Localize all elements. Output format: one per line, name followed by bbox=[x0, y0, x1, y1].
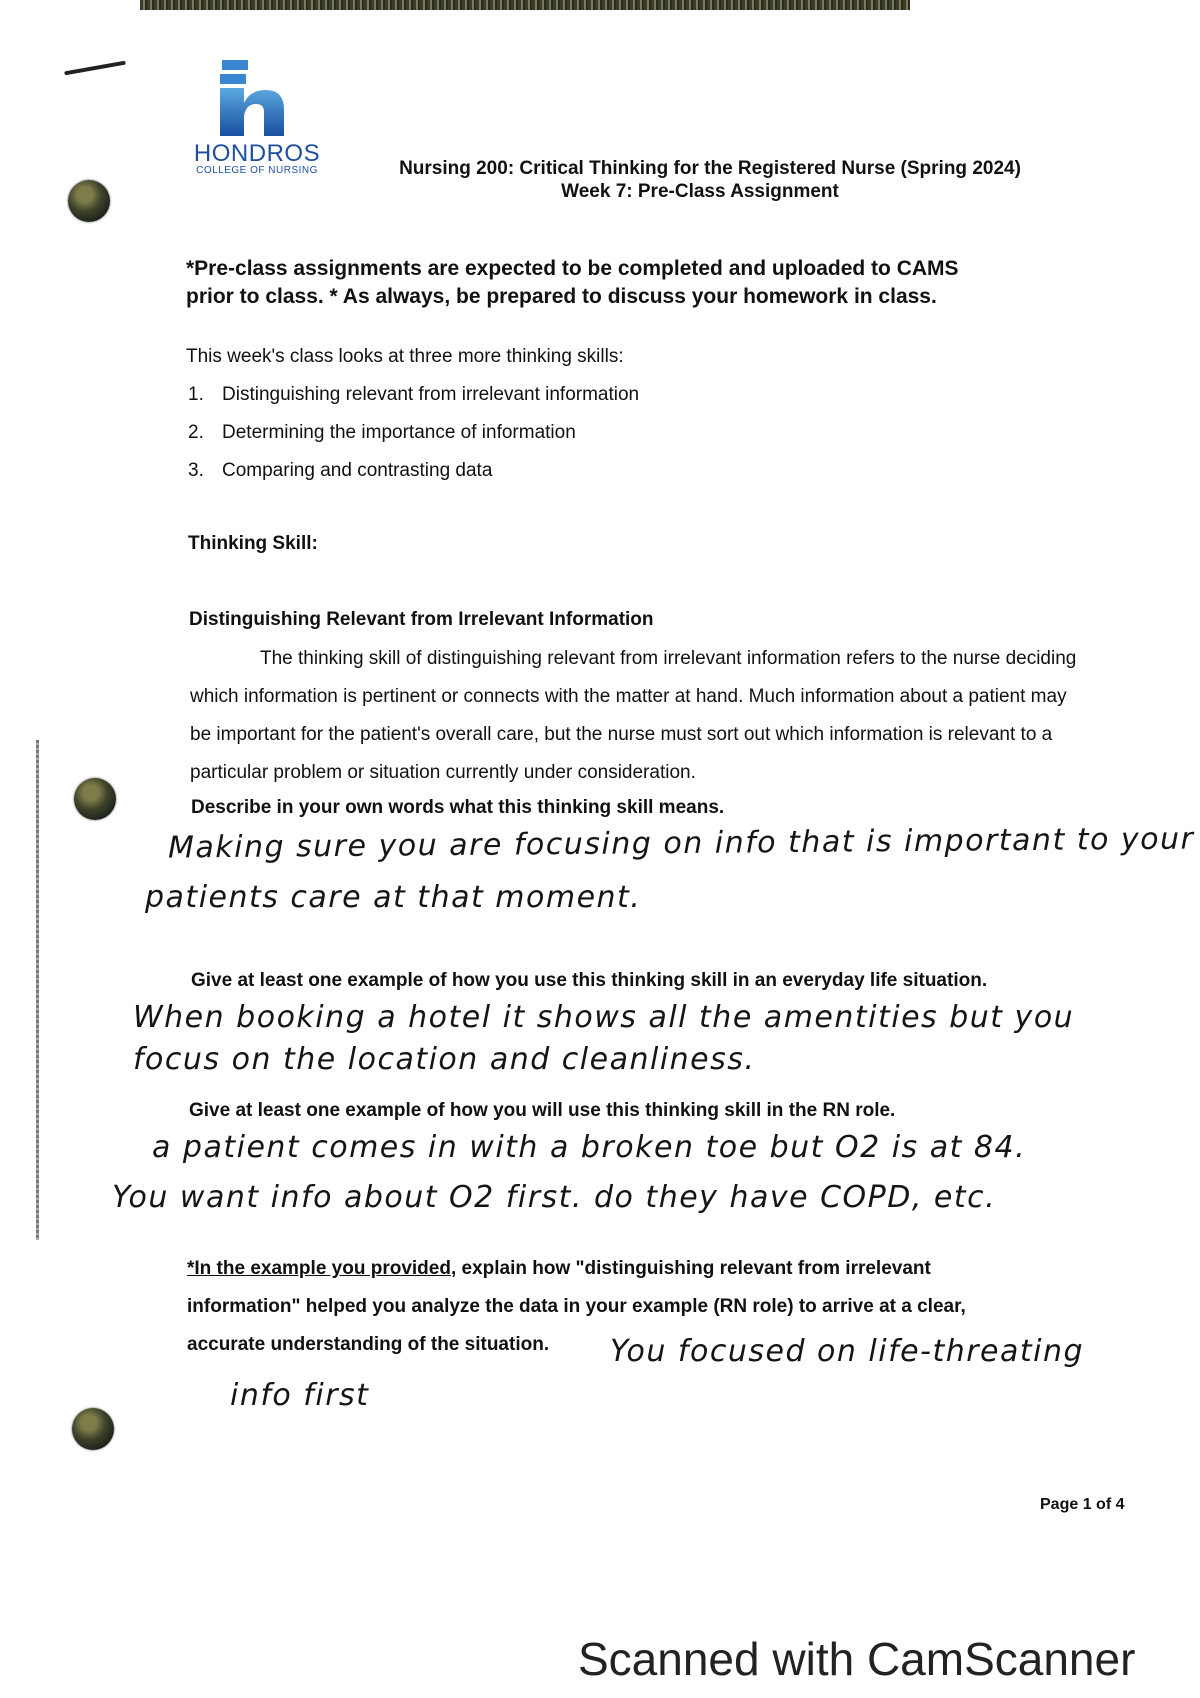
section-label: Thinking Skill: bbox=[188, 533, 318, 554]
intro-line-1: *Pre-class assignments are expected to be completed and uploaded to CAMS bbox=[186, 257, 959, 280]
answer-1-line-2: patients care at that moment. bbox=[145, 880, 642, 915]
page-indicator bbox=[1040, 1496, 1125, 1514]
list-text: Comparing and contrasting data bbox=[222, 460, 493, 481]
question-2: Give at least one example of how you use this thinking skill in an everyday life situation. bbox=[191, 970, 988, 991]
question-4-line-2: information" helped you analyze the data in your example (RN role) to arrive at a clear, bbox=[187, 1296, 966, 1317]
question-4-line-1 bbox=[187, 1258, 1087, 1280]
logo-h-icon bbox=[184, 58, 324, 142]
intro-note bbox=[186, 255, 1066, 311]
list-number: 2. bbox=[188, 422, 204, 443]
question-4-line-1-rest: , explain how "distinguishing relevant from irrelevant bbox=[450, 1258, 931, 1279]
section-title: Distinguishing Relevant from Irrelevant Information bbox=[189, 609, 654, 630]
list-number: 1. bbox=[188, 384, 204, 405]
list-text: Determining the importance of information bbox=[222, 422, 576, 443]
list-item bbox=[188, 460, 492, 482]
answer-2-line-2: focus on the location and cleanliness. bbox=[133, 1042, 756, 1077]
scan-top-edge bbox=[140, 0, 910, 10]
answer-1-line-1: Making sure you are focusing on info that is important to your bbox=[167, 821, 1195, 866]
list-item bbox=[188, 422, 576, 444]
camscanner-watermark: Scanned with CamScanner bbox=[578, 1633, 1136, 1685]
section-paragraph: The thinking skill of distinguishing relevant from irrelevant information refers to the nurse deciding which information is pertinent or connects with the matter at hand. Much information about a patient may be important for the patient's overall care, but the nurse must sort out which information is relevant to a particular problem or situation currently under consideration. bbox=[190, 648, 1077, 783]
punch-hole-bottom bbox=[72, 1408, 114, 1450]
answer-3-line-1: a patient comes in with a broken toe but O2 is at 84. bbox=[152, 1130, 1027, 1165]
answer-4-line-1: You focused on life-threating bbox=[610, 1334, 1085, 1369]
punch-hole-top bbox=[68, 180, 110, 222]
answer-3-line-2: You want info about O2 first. do they have COPD, etc. bbox=[112, 1180, 997, 1215]
pen-mark bbox=[64, 61, 126, 76]
question-3: Give at least one example of how you will use this thinking skill in the RN role. bbox=[189, 1100, 896, 1121]
page-of: of bbox=[1091, 1496, 1116, 1513]
logo-subtitle: COLLEGE OF NURSING bbox=[196, 165, 318, 176]
question-4-line-3: accurate understanding of the situation. bbox=[187, 1334, 550, 1355]
page-total: 4 bbox=[1115, 1496, 1125, 1513]
answer-4-line-2: info first bbox=[230, 1378, 370, 1413]
list-text: Distinguishing relevant from irrelevant information bbox=[222, 384, 640, 405]
question-4-underlined: *In the example you provided bbox=[187, 1258, 451, 1279]
punch-hole-middle bbox=[74, 778, 116, 820]
page-current: 1 bbox=[1082, 1496, 1092, 1513]
scan-left-edge bbox=[36, 740, 39, 1240]
list-number: 3. bbox=[188, 460, 204, 481]
question-1: Describe in your own words what this thinking skill means. bbox=[191, 797, 725, 818]
intro-line-2: prior to class. * As always, be prepared to discuss your homework in class. bbox=[186, 285, 937, 308]
course-title: Nursing 200: Critical Thinking for the Registered Nurse (Spring 2024) bbox=[399, 158, 1021, 179]
logo-name: HONDROS bbox=[193, 140, 321, 167]
list-item bbox=[188, 384, 639, 406]
page-prefix: Page bbox=[1040, 1496, 1083, 1513]
skills-lead: This week's class looks at three more thinking skills: bbox=[186, 346, 624, 367]
answer-2-line-1: When booking a hotel it shows all the amentities but you bbox=[133, 1000, 1075, 1035]
week-title: Week 7: Pre-Class Assignment bbox=[561, 181, 839, 202]
